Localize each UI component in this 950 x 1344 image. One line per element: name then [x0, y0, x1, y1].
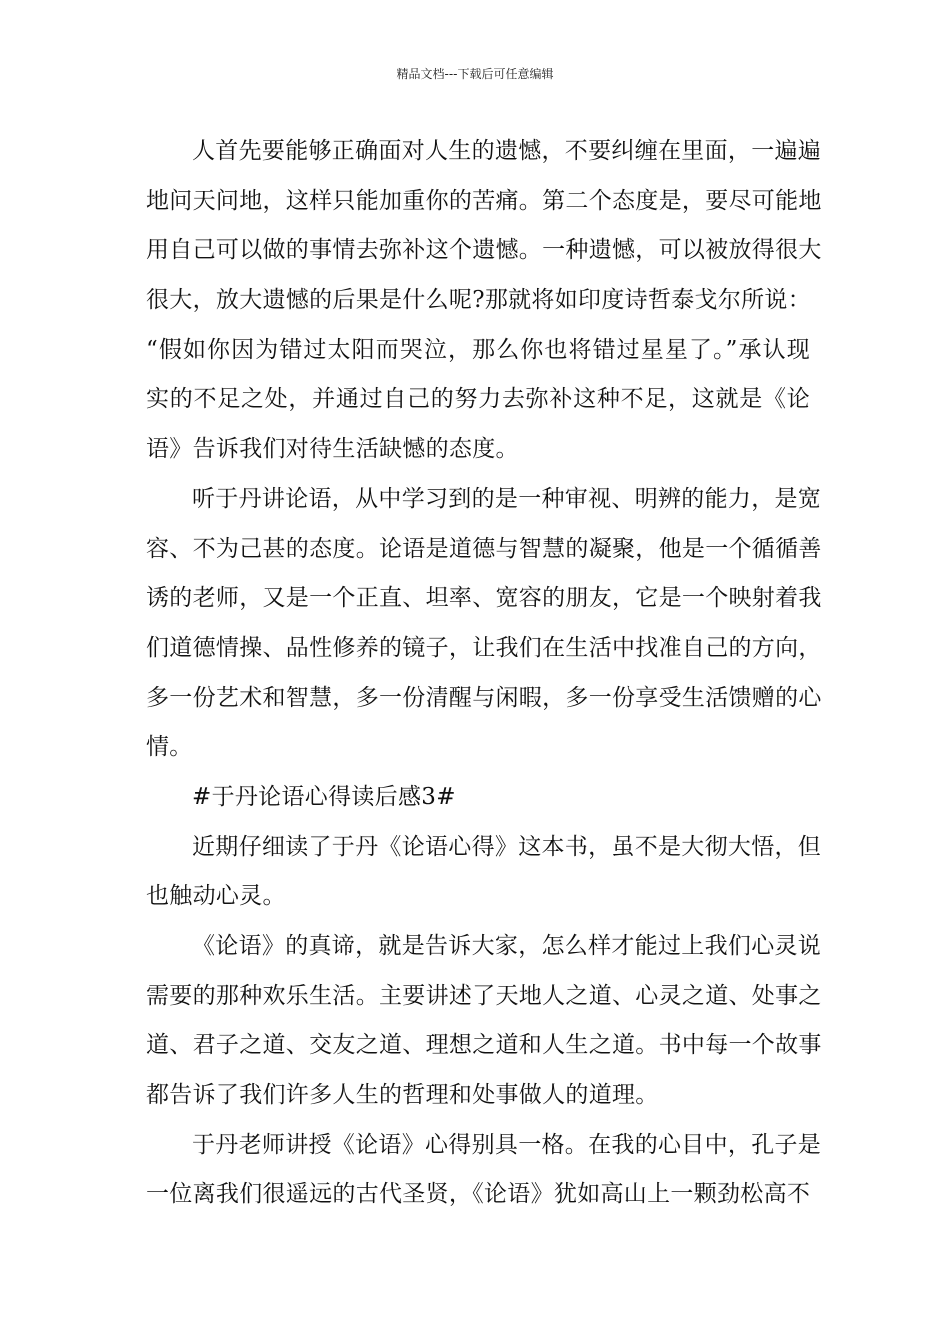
paragraph-5 — [146, 922, 822, 1121]
paragraph-6 — [146, 1121, 822, 1220]
paragraph-1 — [146, 127, 822, 475]
text-line: 们道德情操、品性修养的镜子，让我们在生活中找准自己的方向， — [146, 634, 822, 661]
text-line: 需要的那种欢乐生活。主要讲述了天地人之道、心灵之道、处事之 — [146, 982, 822, 1009]
text-line: 情。 — [146, 734, 193, 761]
text-line: 近期仔细读了于丹《论语心得》这本书，虽不是大彻大悟，但 — [192, 833, 822, 860]
text-line: 实的不足之处，并通过自己的努力去弥补这种不足，这就是《论 — [146, 386, 810, 413]
section-heading-text: #于丹论语心得读后感3# — [192, 783, 456, 810]
document-body — [146, 127, 822, 1220]
text-line: 听于丹讲论语，从中学习到的是一种审视、明辨的能力，是宽 — [192, 485, 822, 512]
text-line: 诱的老师，又是一个正直、坦率、宽容的朋友，它是一个映射着我 — [146, 585, 822, 612]
text-line: 也触动心灵。 — [146, 883, 286, 910]
paragraph-4 — [146, 823, 822, 922]
text-line: 都告诉了我们许多人生的哲理和处事做人的道理。 — [146, 1082, 659, 1109]
paragraph-2 — [146, 475, 822, 773]
text-line: 《论语》的真谛，就是告诉大家，怎么样才能过上我们心灵说 — [192, 933, 822, 959]
text-line: 多一份艺术和智慧，多一份清醒与闲暇，多一份享受生活馈赠的心 — [146, 684, 822, 711]
text-line: 用自己可以做的事情去弥补这个遗憾。一种遗憾，可以被放得很大 — [146, 237, 822, 264]
text-line: 很大，放大遗憾的后果是什么呢?那就将如印度诗哲泰戈尔所说： — [146, 287, 812, 314]
text-line: 道、君子之道、交友之道、理想之道和人生之道。书中每一个故事 — [146, 1032, 822, 1059]
section-heading — [146, 773, 810, 823]
text-line: 容、不为己甚的态度。论语是道德与智慧的凝聚，他是一个循循善 — [146, 535, 822, 562]
page-header: 精品文档---下载后可任意编辑 — [396, 67, 554, 81]
text-line: 一位离我们很遥远的古代圣贤，《论语》犹如高山上一颗劲松高不 — [146, 1181, 811, 1208]
text-line: “假如你因为错过太阳而哭泣，那么你也将错过星星了。”承认现 — [146, 336, 810, 363]
text-line: 于丹老师讲授《论语》心得别具一格。在我的心目中，孔子是 — [192, 1131, 822, 1158]
text-line: 人首先要能够正确面对人生的遗憾，不要纠缠在里面，一遍遍 — [192, 138, 822, 164]
text-line: 语》告诉我们对待生活缺憾的态度。 — [146, 436, 519, 463]
text-line: 地问天问地，这样只能加重你的苦痛。第二个态度是，要尽可能地 — [146, 187, 822, 214]
